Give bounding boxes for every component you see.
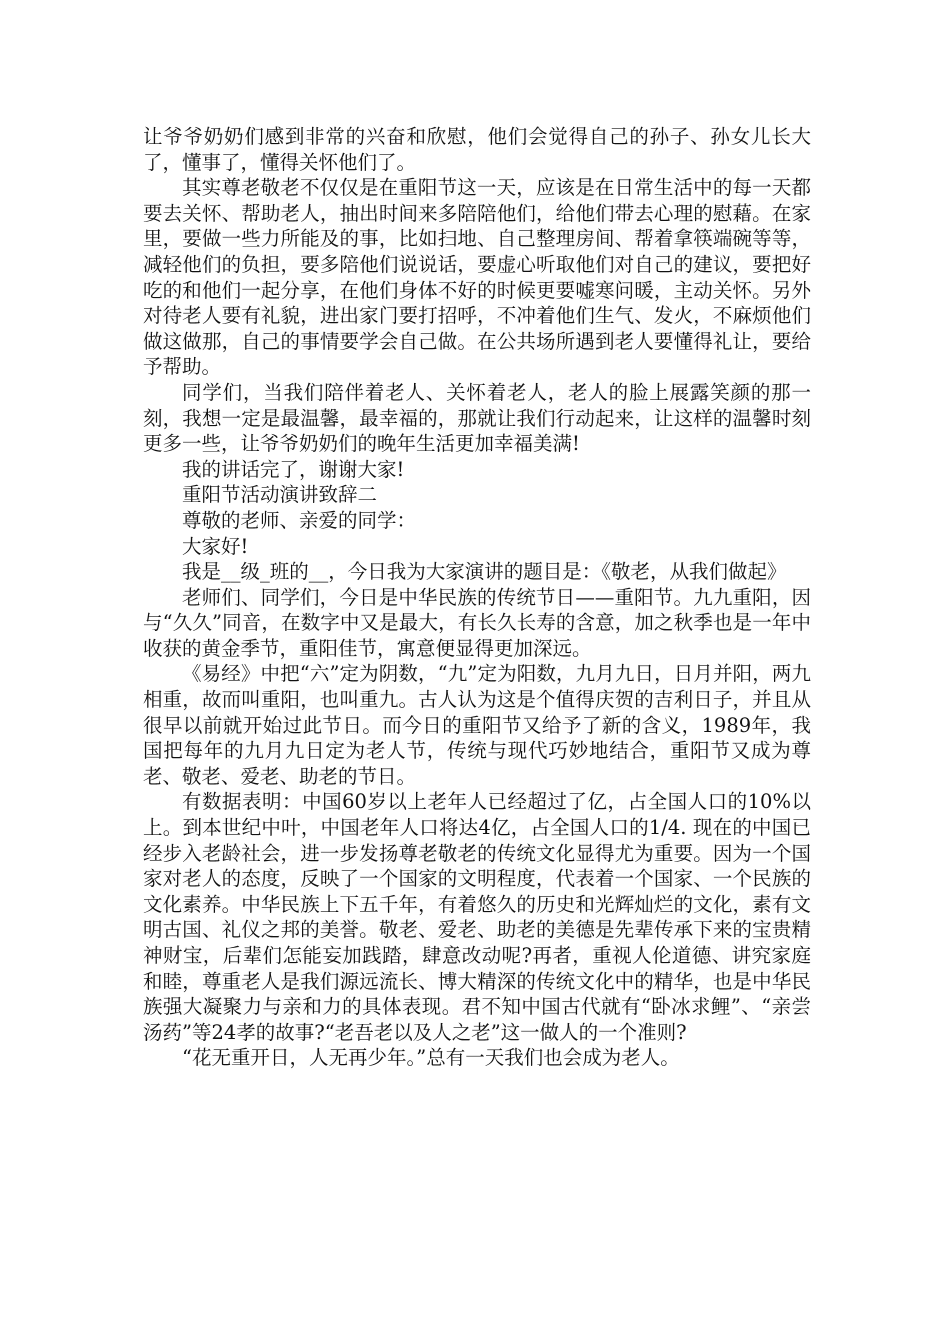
paragraph-8: 我是__级_班的__，今日我为大家演讲的题目是：《敬老，从我们做起》: [182, 560, 787, 584]
paragraph-11: 有数据表明：中国60岁以上老年人已经超过了亿，占全国人口的10%以上。到本世纪中叶，中国老年人口将达4亿，占全国人口的1/4. 现在的中国已经步入老龄社会，进一步发扬尊老敬老的传统文化显得尤为重要。因为一个国家对老人的态度，反映了一个国家的文明程度，代表着一个国家、一个民族的文化素养。中华民族上下五千年，有着悠久的历史和光辉灿烂的文化，素有文明古国、礼仪之邦的美誉。敬老、爱老、助老的美德是先辈传承下来的宝贵精神财宝，后辈们怎能妄加践踏，肆意改动呢?再者，重视人伦道德、讲究家庭和睦，尊重老人是我们源远流长、博大精深的传统文化中的精华，也是中华民族强大凝聚力与亲和力的具体表现。君不知中国古代就有“卧冰求鲤”、“亲尝汤药”等24孝的故事?“老吾老以及人之老”这一做人的一个准则?: [143, 790, 811, 1044]
paragraph-2: 其实尊老敬老不仅仅是在重阳节这一天，应该是在日常生活中的每一天都要去关怀、帮助老人，抽出时间来多陪陪他们，给他们带去心理的慰藉。在家里，要做一些力所能及的事，比如扫地、自己整理房间、帮着拿筷端碗等等，减轻他们的负担，要多陪他们说说话，要虚心听取他们对自己的建议，要把好吃的和他们一起分享，在他们身体不好的时候更要嘘寒问暖，主动关怀。另外对待老人要有礼貌，进出家门要打招呼，不冲着他们生气、发火，不麻烦他们做这做那，自己的事情要学会自己做。在公共场所遇到老人要懂得礼让，要给予帮助。: [143, 176, 811, 379]
paragraph-3: 同学们，当我们陪伴着老人、关怀着老人，老人的脸上展露笑颜的那一刻，我想一定是最温馨，最幸福的，那就让我们行动起来，让这样的温馨时刻更多一些，让爷爷奶奶们的晚年生活更加幸福美满!: [143, 380, 811, 456]
paragraph-1: 让爷爷奶奶们感到非常的兴奋和欣慰，他们会觉得自己的孙子、孙女儿长大了，懂事了，懂得关怀他们了。: [143, 125, 811, 174]
salutation: 尊敬的老师、亲爱的同学：: [182, 508, 417, 532]
greeting: 大家好!: [182, 534, 249, 558]
paragraph-4: 我的讲话完了，谢谢大家!: [182, 457, 405, 481]
speech-title: 重阳节活动演讲致辞二: [182, 483, 378, 507]
paragraph-12: “花无重开日，人无再少年。”总有一天我们也会成为老人。: [182, 1046, 680, 1070]
paragraph-9: 老师们、同学们，今日是中华民族的传统节日——重阳节。九九重阳，因与“久久”同音，在数字中又是最大，有长久长寿的含意，加之秋季也是一年中收获的黄金季节，重阳佳节，寓意便显得更加深远。: [143, 585, 811, 660]
document-page: [143, 124, 811, 1071]
paragraph-10: 《易经》中把“六”定为阴数，“九”定为阳数，九月九日，日月并阳，两九相重，故而叫重阳，也叫重九。古人认为这是个值得庆贺的吉利日子，并且从很早以前就开始过此节日。而今日的重阳节又给予了新的含义，1989年，我国把每年的九月九日定为老人节，传统与现代巧妙地结合，重阳节又成为尊老、敬老、爱老、助老的节日。: [143, 662, 811, 788]
